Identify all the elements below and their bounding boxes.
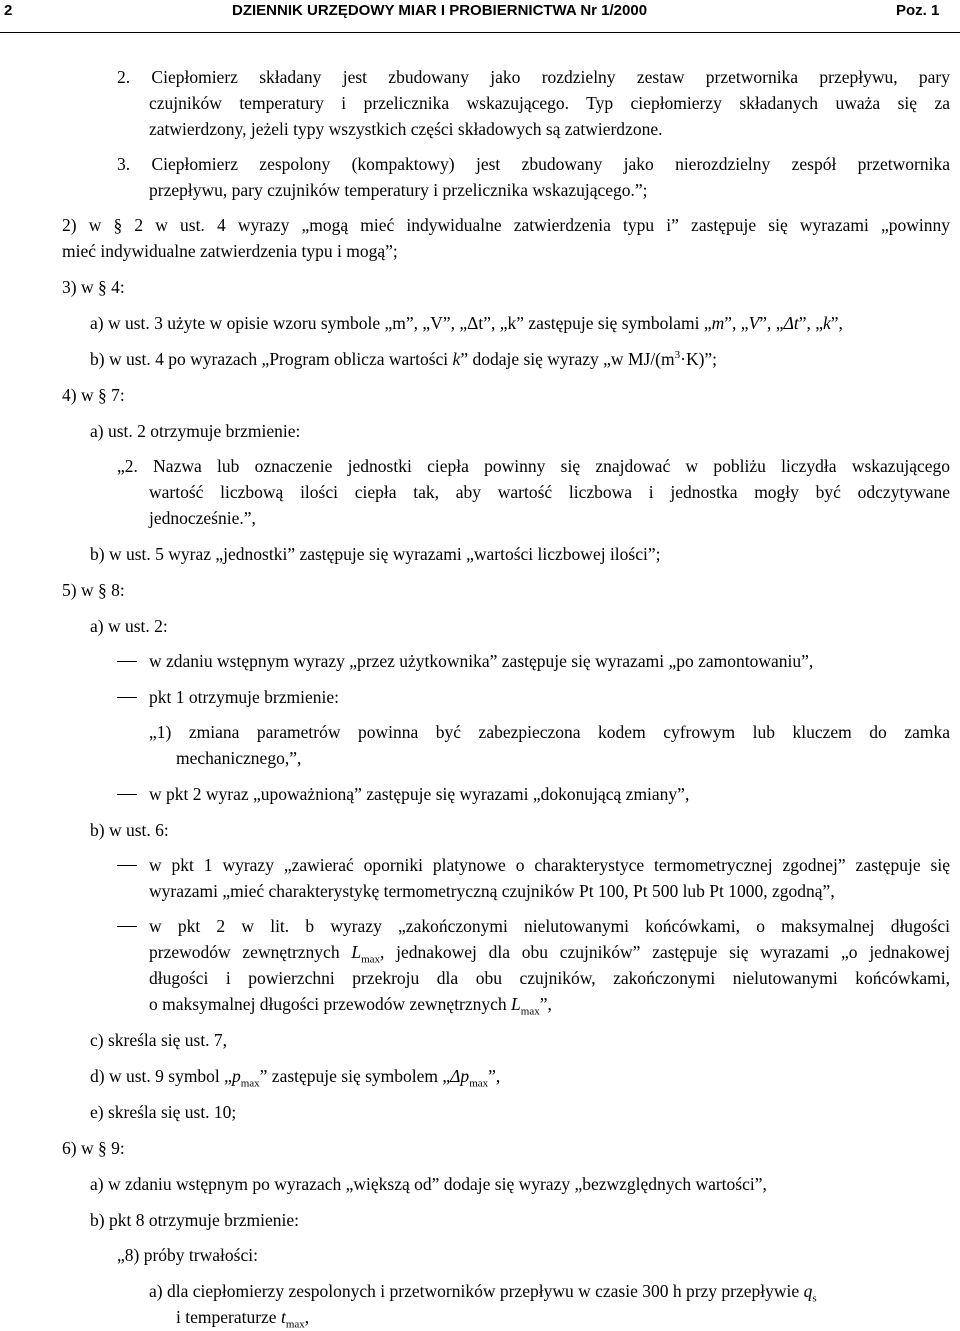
text-line: zatwierdzony, jeżeli typy wszystkich części składowych są zatwierdzone. — [149, 119, 663, 139]
list-dash — [117, 926, 137, 927]
text-line: b) pkt 8 otrzymuje brzmienie: — [90, 1210, 299, 1230]
text-line: e) skreśla się ust. 10; — [90, 1102, 237, 1122]
text-line: jednocześnie.”, — [149, 508, 256, 528]
text-line: a) w ust. 3 użyte w opisie wzoru symbole „m”, „V”, „Δt”, „k” zastępuje się symbolami „m”, „V”, „Δt”, „k”, — [90, 313, 843, 333]
text-line: b) w ust. 6: — [90, 820, 169, 840]
list-dash — [117, 697, 137, 698]
text-line: 6) w § 9: — [62, 1138, 125, 1158]
text-line: pkt 1 otrzymuje brzmienie: — [149, 687, 340, 707]
list-dash — [117, 794, 137, 795]
text-line: mieć indywidualne zatwierdzenia typu i mogą”; — [62, 241, 398, 261]
list-dash — [117, 865, 137, 866]
text-line: „1) zmiana parametrów powinna być zabezpieczona kodem cyfrowym lub kluczem do zamka — [149, 722, 950, 742]
text-line: „2. Nazwa lub oznaczenie jednostki ciepła powinny się znajdować w pobliżu liczydła wskazującego — [117, 456, 950, 476]
page-number: 2 — [4, 2, 13, 19]
position-number: Poz. 1 — [896, 2, 940, 19]
running-header — [0, 0, 960, 24]
text-line: 2) w § 2 w ust. 4 wyrazy „mogą mieć indywidualne zatwierdzenia typu i” zastępuje się wyrazami „powinny — [62, 215, 950, 235]
text-line: w pkt 2 w lit. b wyrazy „zakończonymi nielutowanymi końcówkami, o maksymalnej długości — [149, 916, 950, 936]
text-line: 2. Ciepłomierz składany jest zbudowany jako rozdzielny zestaw przetwornika przepływu, pary — [117, 67, 950, 87]
text-line: w pkt 2 wyraz „upoważnioną” zastępuje się wyrazami „dokonującą zmiany”, — [149, 784, 690, 804]
text-line: przepływu, pary czujników temperatury i przelicznika wskazującego.”; — [149, 180, 648, 200]
text-line: o maksymalnej długości przewodów zewnętrznych $L_{max}$”, — [149, 994, 552, 1018]
text-line: czujników temperatury i przelicznika wskazującego. Typ ciepłomierzy składanych uważa się za — [149, 93, 950, 113]
text-line: wyrazami „mieć charakterystykę termometryczną czujników Pt 100, Pt 500 lub Pt 1000, zgodną”, — [149, 881, 835, 901]
text-line: przewodów zewnętrznych $L_{max}$, jednakowej dla obu czujników” zastępuje się wyrazami „o jednakowej — [149, 942, 950, 966]
text-line: 4) w § 7: — [62, 385, 125, 405]
text-line: wartość liczbową ilości ciepła tak, aby wartość liczbowa i jednostka mogły być odczytywane — [149, 482, 950, 502]
text-line: a) w zdaniu wstępnym po wyrazach „większą od” dodaje się wyrazy „bezwzględnych wartości”, — [90, 1174, 767, 1194]
text-line: w zdaniu wstępnym wyrazy „przez użytkownika” zastępuje się wyrazami „po zamontowaniu”, — [149, 651, 814, 671]
text-line: b) w ust. 4 po wyrazach „Program oblicza wartości k” dodaje się wyrazy „w $MJ/(m^3\cdot K)$”; — [90, 349, 718, 369]
journal-title: DZIENNIK URZĘDOWY MIAR I PROBIERNICTWA Nr 1/2000 — [232, 2, 648, 19]
text-line: i temperaturze $t_{max}$, — [176, 1307, 310, 1331]
text-line: b) w ust. 5 wyraz „jednostki” zastępuje się wyrazami „wartości liczbowej ilości”; — [90, 544, 661, 564]
text-line: c) skreśla się ust. 7, — [90, 1030, 228, 1050]
text-line: a) w ust. 2: — [90, 616, 168, 636]
text-line: 3) w § 4: — [62, 277, 125, 297]
text-line: a) ust. 2 otrzymuje brzmienie: — [90, 421, 301, 441]
text-line: „8) próby trwałości: — [117, 1245, 258, 1265]
text-line: długości i powierzchni przekroju dla obu czujników, zakończonymi nielutowanymi końcówkami, — [149, 968, 950, 988]
text-line: mechanicznego,”, — [176, 748, 302, 768]
header-rule — [0, 32, 960, 33]
text-line: 5) w § 8: — [62, 580, 125, 600]
text-line: w pkt 1 wyrazy „zawierać oporniki platynowe o charakterystyce termometrycznej zgodnej” zastępuje się — [149, 855, 950, 875]
text-line: d) w ust. 9 symbol $„p_{max}$” zastępuje się symbolem $„\Delta p_{max}$”, — [90, 1066, 501, 1090]
text-line: 3. Ciepłomierz zespolony (kompaktowy) jest zbudowany jako nierozdzielny zespół przetwornika — [117, 154, 950, 174]
list-dash — [117, 661, 137, 662]
text-line: a) dla ciepłomierzy zespolonych i przetworników przepływu w czasie 300 h przy przepływie $q_s$ — [149, 1281, 817, 1305]
